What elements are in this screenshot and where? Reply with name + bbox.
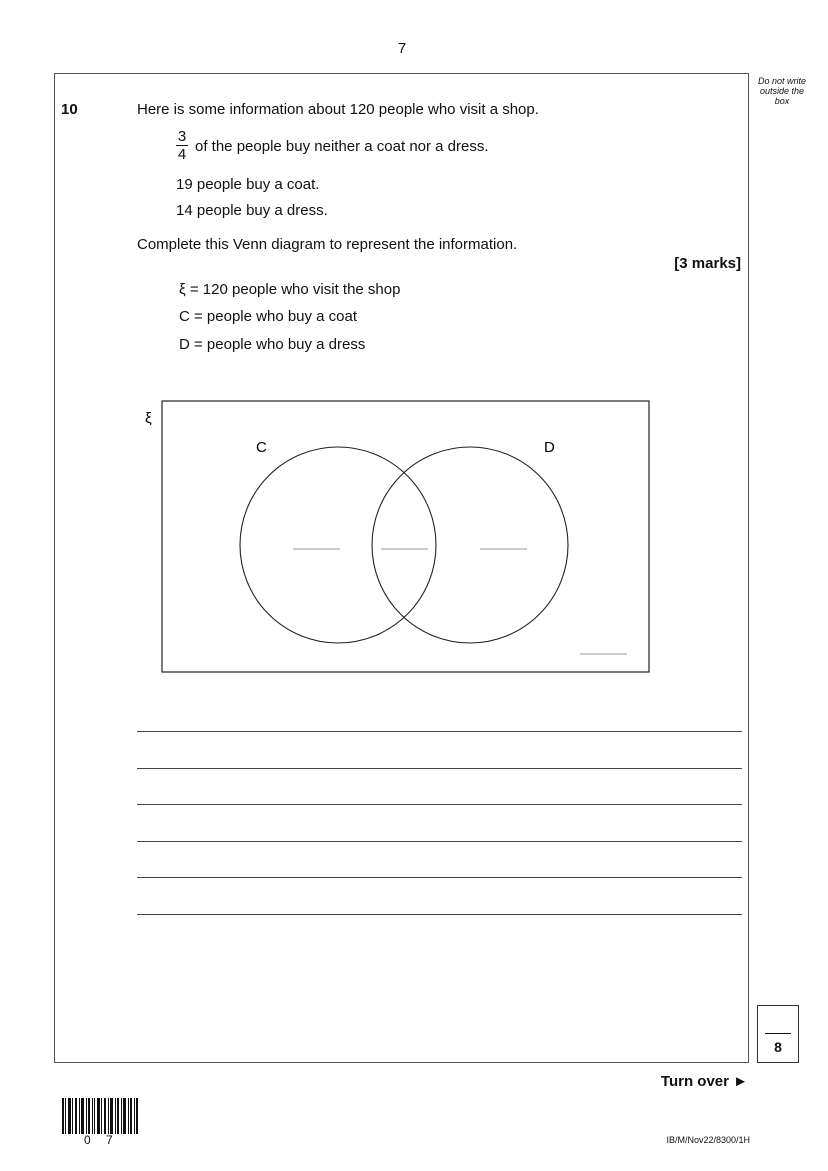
turn-over-label: Turn over ► bbox=[660, 1073, 748, 1090]
key-universal: ξ = 120 people who visit the shop bbox=[179, 281, 401, 298]
fraction-text: of the people buy neither a coat nor a dress. bbox=[195, 138, 489, 155]
answer-line[interactable] bbox=[137, 804, 742, 805]
marks-label: [3 marks] bbox=[674, 255, 741, 272]
page-number: 7 bbox=[397, 40, 407, 57]
reference-code: IB/M/Nov22/8300/1H bbox=[666, 1135, 750, 1145]
margin-note: Do not write outside the box bbox=[757, 76, 807, 106]
fraction bbox=[176, 128, 188, 163]
answer-line[interactable] bbox=[137, 731, 742, 732]
set-d-label: D bbox=[544, 439, 555, 456]
fact-coat: 19 people buy a coat. bbox=[176, 176, 320, 193]
question-intro: Here is some information about 120 people who visit a shop. bbox=[137, 101, 539, 118]
score-box bbox=[757, 1005, 799, 1063]
universal-set-box bbox=[162, 401, 649, 672]
answer-line[interactable] bbox=[137, 768, 742, 769]
key-set-c: C = people who buy a coat bbox=[179, 308, 358, 325]
question-number: 10 bbox=[61, 101, 78, 118]
barcode-icon bbox=[62, 1098, 138, 1134]
fraction-numerator: 3 bbox=[177, 128, 187, 145]
set-c-label: C bbox=[256, 439, 267, 456]
answer-line[interactable] bbox=[137, 877, 742, 878]
fact-dress: 14 people buy a dress. bbox=[176, 202, 328, 219]
key-set-d: D = people who buy a dress bbox=[179, 336, 366, 353]
score-line bbox=[765, 1033, 791, 1034]
instruction: Complete this Venn diagram to represent the information. bbox=[137, 236, 518, 253]
barcode-digits: 0 7 bbox=[84, 1133, 119, 1147]
venn-diagram bbox=[140, 395, 655, 680]
universal-symbol: ξ bbox=[145, 410, 152, 427]
score-total: 8 bbox=[774, 1039, 782, 1055]
answer-line[interactable] bbox=[137, 841, 742, 842]
set-c-circle bbox=[240, 447, 436, 643]
fraction-denominator: 4 bbox=[177, 146, 187, 163]
answer-line[interactable] bbox=[137, 914, 742, 915]
set-d-circle bbox=[372, 447, 568, 643]
